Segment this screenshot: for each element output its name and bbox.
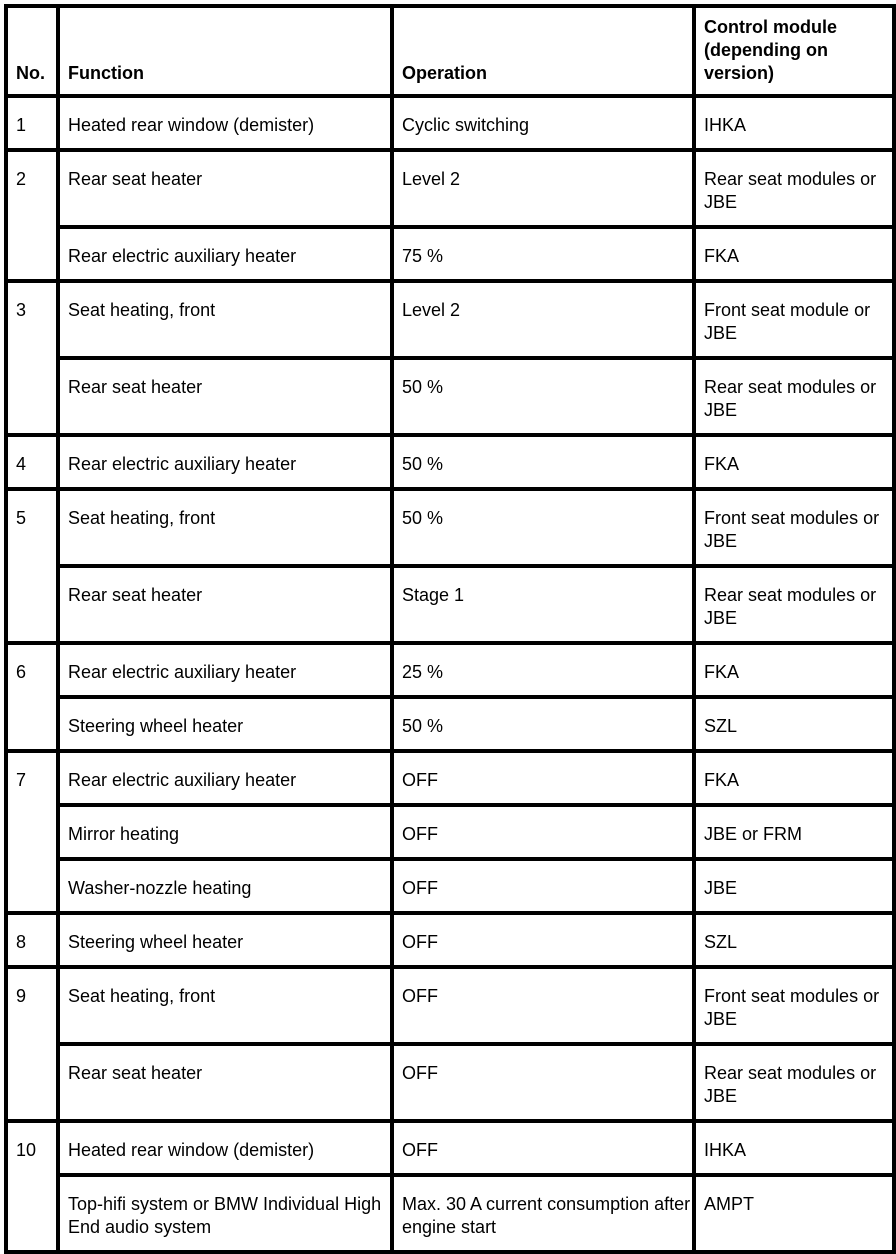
control-module-cell: AMPT bbox=[694, 1175, 894, 1252]
control-module-cell: FKA bbox=[694, 435, 894, 489]
control-module-cell: SZL bbox=[694, 913, 894, 967]
table-row bbox=[6, 227, 894, 281]
header-operation: Operation bbox=[392, 6, 694, 96]
table-row bbox=[6, 358, 894, 435]
row-number: 3 bbox=[6, 281, 58, 435]
table-row bbox=[6, 566, 894, 643]
function-cell: Steering wheel heater bbox=[58, 697, 392, 751]
function-cell: Rear seat heater bbox=[58, 566, 392, 643]
row-number: 2 bbox=[6, 150, 58, 281]
control-module-cell: FKA bbox=[694, 227, 894, 281]
row-number: 9 bbox=[6, 967, 58, 1121]
function-cell: Rear electric auxiliary heater bbox=[58, 751, 392, 805]
header-no: No. bbox=[6, 6, 58, 96]
operation-cell: OFF bbox=[392, 1044, 694, 1121]
operation-cell: Cyclic switching bbox=[392, 96, 694, 150]
row-number: 5 bbox=[6, 489, 58, 643]
operation-cell: 50 % bbox=[392, 435, 694, 489]
control-module-cell: JBE bbox=[694, 859, 894, 913]
table-row bbox=[6, 1175, 894, 1252]
function-cell: Rear electric auxiliary heater bbox=[58, 227, 392, 281]
row-number: 4 bbox=[6, 435, 58, 489]
table-row bbox=[6, 805, 894, 859]
function-cell: Rear seat heater bbox=[58, 150, 392, 227]
table-row bbox=[6, 697, 894, 751]
control-module-cell: FKA bbox=[694, 751, 894, 805]
row-number: 10 bbox=[6, 1121, 58, 1252]
operation-cell: OFF bbox=[392, 1121, 694, 1175]
control-module-cell: Rear seat modules or JBE bbox=[694, 358, 894, 435]
operation-cell: 75 % bbox=[392, 227, 694, 281]
table-row bbox=[6, 859, 894, 913]
table-row bbox=[6, 967, 894, 1044]
table-row bbox=[6, 489, 894, 566]
operation-cell: OFF bbox=[392, 967, 694, 1044]
operation-cell: OFF bbox=[392, 751, 694, 805]
operation-cell: OFF bbox=[392, 859, 694, 913]
table-row bbox=[6, 751, 894, 805]
control-module-cell: SZL bbox=[694, 697, 894, 751]
function-cell: Rear electric auxiliary heater bbox=[58, 435, 392, 489]
row-number: 1 bbox=[6, 96, 58, 150]
control-module-cell: FKA bbox=[694, 643, 894, 697]
control-module-cell: Front seat modules or JBE bbox=[694, 489, 894, 566]
row-number: 6 bbox=[6, 643, 58, 751]
control-module-cell: IHKA bbox=[694, 1121, 894, 1175]
table-row bbox=[6, 435, 894, 489]
function-table bbox=[4, 4, 896, 1254]
table-row bbox=[6, 150, 894, 227]
operation-cell: 50 % bbox=[392, 697, 694, 751]
table-row bbox=[6, 1121, 894, 1175]
operation-cell: Max. 30 A current consumption after engine start bbox=[392, 1175, 694, 1252]
control-module-cell: Rear seat modules or JBE bbox=[694, 566, 894, 643]
table-row bbox=[6, 913, 894, 967]
operation-cell: 25 % bbox=[392, 643, 694, 697]
function-cell: Washer-nozzle heating bbox=[58, 859, 392, 913]
function-cell: Heated rear window (demister) bbox=[58, 96, 392, 150]
function-cell: Mirror heating bbox=[58, 805, 392, 859]
control-module-cell: Rear seat modules or JBE bbox=[694, 150, 894, 227]
table-row bbox=[6, 281, 894, 358]
table-body bbox=[6, 96, 894, 1252]
function-cell: Heated rear window (demister) bbox=[58, 1121, 392, 1175]
control-module-cell: Rear seat modules or JBE bbox=[694, 1044, 894, 1121]
operation-cell: Level 2 bbox=[392, 281, 694, 358]
function-cell: Seat heating, front bbox=[58, 489, 392, 566]
operation-cell: OFF bbox=[392, 913, 694, 967]
header-control-module: Control module (depending on version) bbox=[694, 6, 894, 96]
operation-cell: 50 % bbox=[392, 489, 694, 566]
control-module-cell: Front seat modules or JBE bbox=[694, 967, 894, 1044]
table-row bbox=[6, 643, 894, 697]
control-module-cell: JBE or FRM bbox=[694, 805, 894, 859]
operation-cell: Stage 1 bbox=[392, 566, 694, 643]
function-cell: Rear seat heater bbox=[58, 1044, 392, 1121]
function-cell: Rear seat heater bbox=[58, 358, 392, 435]
operation-cell: OFF bbox=[392, 805, 694, 859]
control-module-cell: IHKA bbox=[694, 96, 894, 150]
control-module-cell: Front seat module or JBE bbox=[694, 281, 894, 358]
header-row bbox=[6, 6, 894, 96]
row-number: 7 bbox=[6, 751, 58, 913]
operation-cell: 50 % bbox=[392, 358, 694, 435]
row-number: 8 bbox=[6, 913, 58, 967]
function-cell: Seat heating, front bbox=[58, 967, 392, 1044]
function-cell: Rear electric auxiliary heater bbox=[58, 643, 392, 697]
operation-cell: Level 2 bbox=[392, 150, 694, 227]
table-row bbox=[6, 96, 894, 150]
table-row bbox=[6, 1044, 894, 1121]
header-function: Function bbox=[58, 6, 392, 96]
function-cell: Top-hifi system or BMW Individual High End audio system bbox=[58, 1175, 392, 1252]
function-cell: Seat heating, front bbox=[58, 281, 392, 358]
function-cell: Steering wheel heater bbox=[58, 913, 392, 967]
